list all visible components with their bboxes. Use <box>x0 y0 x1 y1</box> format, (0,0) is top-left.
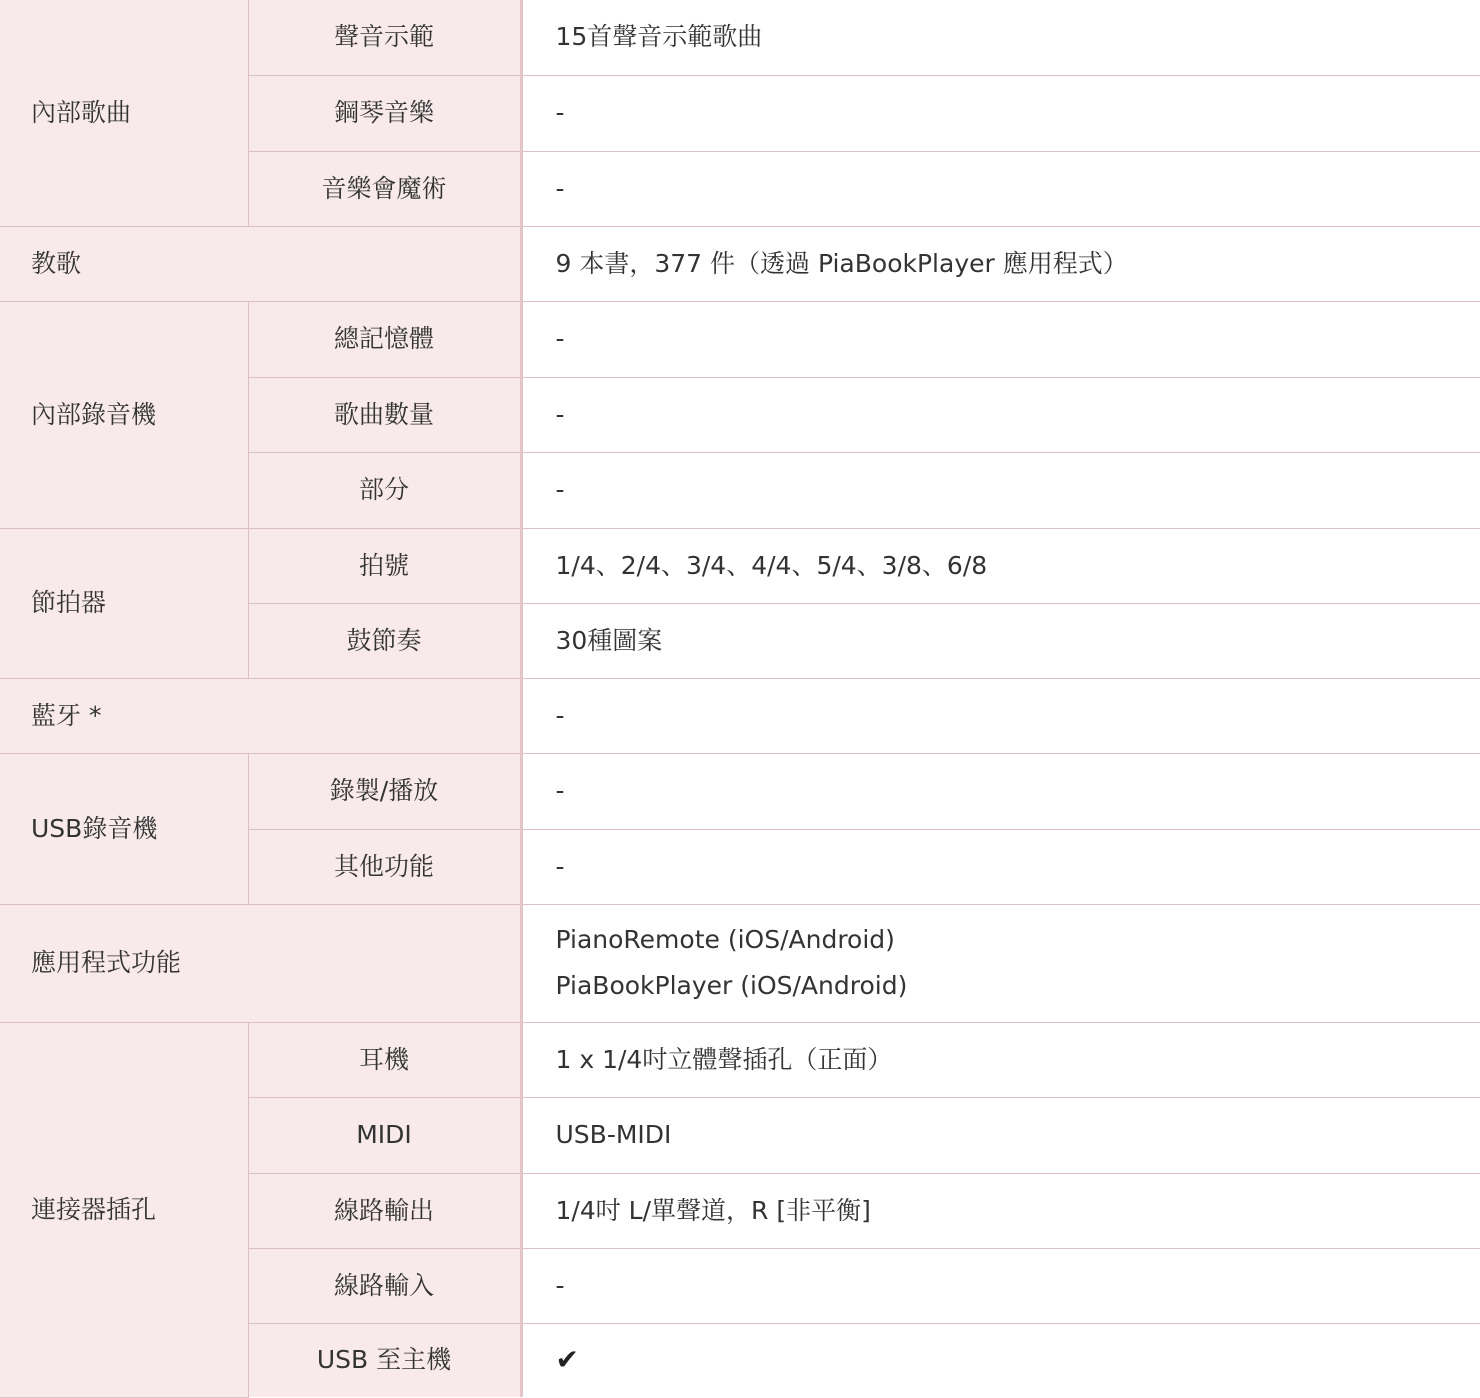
value-app-functions <box>521 904 1480 1022</box>
sub-concert-magic: 音樂會魔術 <box>248 151 521 226</box>
value-bluetooth: - <box>521 678 1480 753</box>
spec-row <box>0 753 1480 829</box>
sub-line-out: 線路輸出 <box>248 1173 521 1248</box>
sub-usb-to-host: USB 至主機 <box>248 1323 521 1397</box>
check-icon: ✔ <box>556 1343 579 1377</box>
value-line-in: - <box>521 1248 1480 1323</box>
sub-time-signature: 拍號 <box>248 528 521 603</box>
sub-drum-rhythms: 鼓節奏 <box>248 603 521 678</box>
sub-other-functions: 其他功能 <box>248 829 521 904</box>
spec-row <box>0 678 1480 753</box>
spec-row <box>0 0 1480 75</box>
value-headphones: 1 x 1/4吋立體聲插孔（正面） <box>521 1022 1480 1097</box>
sub-piano-music: 鋼琴音樂 <box>248 75 521 151</box>
sub-headphones: 耳機 <box>248 1022 521 1097</box>
value-total-memory: - <box>521 301 1480 377</box>
category-bluetooth: 藍牙 * <box>0 678 521 753</box>
spec-row <box>0 1022 1480 1097</box>
sub-record-playback: 錄製/播放 <box>248 753 521 829</box>
sub-song-count: 歌曲數量 <box>248 377 521 452</box>
sub-parts: 部分 <box>248 452 521 528</box>
category-internal-songs: 內部歌曲 <box>0 0 248 226</box>
app-line: PianoRemote (iOS/Android) <box>556 925 1480 955</box>
value-lesson-songs: 9 本書，377 件（透過 PiaBookPlayer 應用程式） <box>521 226 1480 301</box>
app-line: PiaBookPlayer (iOS/Android) <box>556 971 1480 1001</box>
value-record-playback: - <box>521 753 1480 829</box>
sub-total-memory: 總記憶體 <box>248 301 521 377</box>
value-song-count: - <box>521 377 1480 452</box>
value-demo-songs: 15首聲音示範歌曲 <box>521 0 1480 75</box>
spec-row <box>0 904 1480 1022</box>
sub-line-in: 線路輸入 <box>248 1248 521 1323</box>
value-concert-magic: - <box>521 151 1480 226</box>
value-time-signature: 1/4、2/4、3/4、4/4、5/4、3/8、6/8 <box>521 528 1480 603</box>
spec-row <box>0 301 1480 377</box>
category-connectors: 連接器插孔 <box>0 1022 248 1397</box>
category-app-functions: 應用程式功能 <box>0 904 521 1022</box>
value-usb-to-host <box>521 1323 1480 1397</box>
category-metronome: 節拍器 <box>0 528 248 678</box>
value-line-out: 1/4吋 L/單聲道，R [非平衡] <box>521 1173 1480 1248</box>
value-midi: USB-MIDI <box>521 1097 1480 1173</box>
value-other-functions: - <box>521 829 1480 904</box>
value-drum-rhythms: 30種圖案 <box>521 603 1480 678</box>
category-internal-recorder: 內部錄音機 <box>0 301 248 528</box>
value-piano-music: - <box>521 75 1480 151</box>
spec-row <box>0 528 1480 603</box>
category-usb-recorder: USB錄音機 <box>0 753 248 904</box>
category-lesson-songs: 教歌 <box>0 226 521 301</box>
sub-midi: MIDI <box>248 1097 521 1173</box>
sub-demo-songs: 聲音示範 <box>248 0 521 75</box>
value-parts: - <box>521 452 1480 528</box>
spec-row <box>0 226 1480 301</box>
